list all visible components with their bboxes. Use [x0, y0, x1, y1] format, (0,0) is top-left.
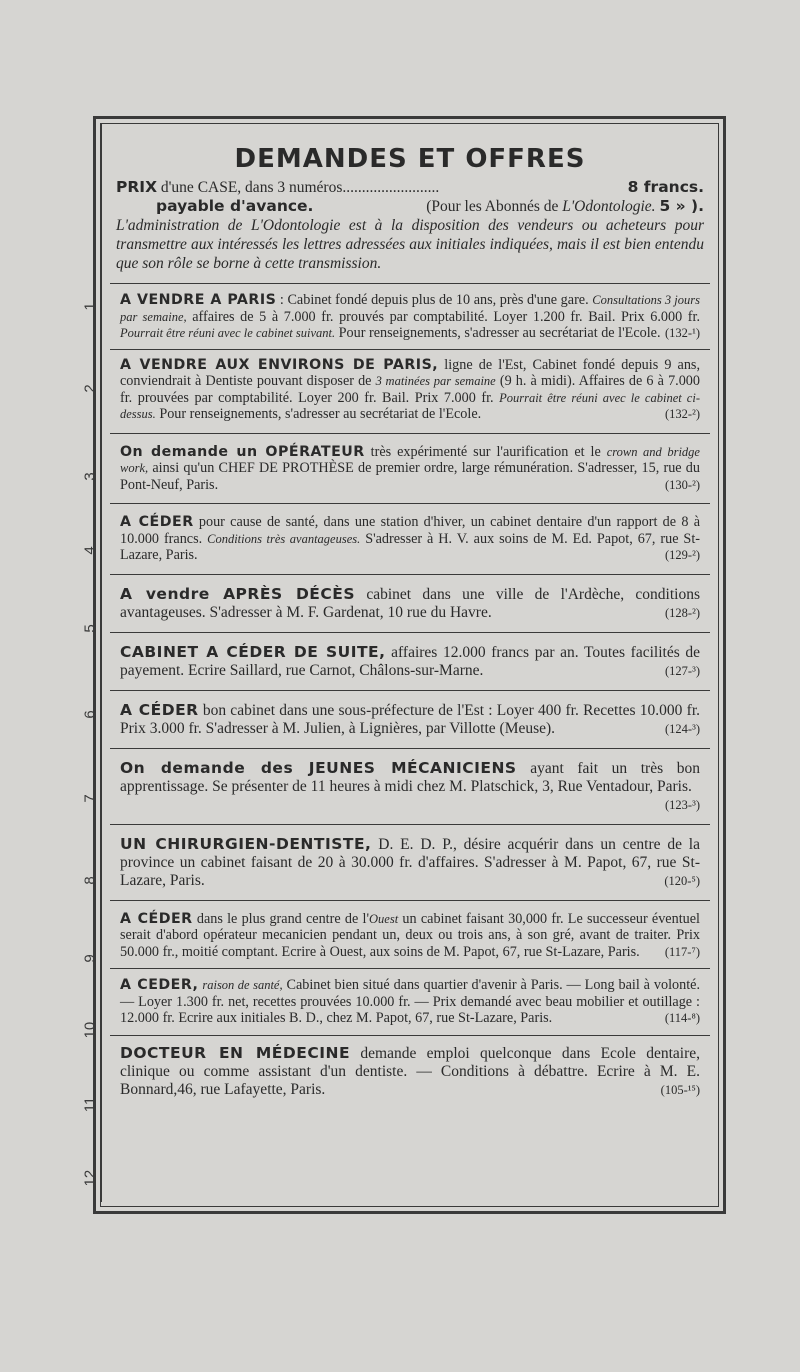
ad-reference: (128-²) [665, 605, 700, 620]
ad-text: Cabinet bien situé dans quartier d'avenir à Paris. — Long bail à volonté. — Loyer 1.300 fr. net, recettes prouvées 10.000 fr. — Prix demandé avec beau mobilier et outillage : 12.000 fr. Ecrire aux initiales B. D., chez M. Papot, 67, rue St-Lazare, Paris. [120, 977, 700, 1026]
ad-text: pour cause de santé, dans une station d'hiver, un cabinet dentaire d'un rapport de 8 à 10.000 francs. [120, 514, 700, 547]
divider [110, 283, 710, 284]
divider [110, 574, 710, 575]
ad-text: D. E. D. P., désire acquérir dans un centre de la province un cabinet faisant de 20 à 30.000 fr. d'affaires. S'adresser à M. Papot, 67, rue St-Lazare, Paris. [120, 835, 700, 889]
ad-headline: UN CHIRURGIEN-DENTISTE, [120, 834, 372, 853]
ad-reference: (129-²) [665, 548, 700, 562]
ad-headline: A VENDRE A PARIS [120, 292, 277, 308]
ad-text: Pourrait être réuni avec le cabinet ci-dessus. [120, 390, 700, 421]
ad-item [110, 357, 710, 423]
divider [110, 690, 710, 691]
ad-item [110, 701, 710, 738]
subscriber-row [116, 197, 704, 216]
ad-text: dans le plus grand centre de l' [192, 910, 370, 927]
administration-notice: L'administration de L'Odontologie est à la disposition des vendeurs ou acheteurs pour transmettre aux intéressés les lettres adressées aux initiales indiquées, mais il est bien entendu que son rôle se borne à cette transmission. [116, 217, 704, 272]
ad-text: (9 h. à midi). Affaires de 6 à 7.000 fr. prouvées par comptabilité. Loyer 200 fr. Bail. Prix 7.000 fr. [120, 373, 700, 406]
price-label: PRIX [116, 178, 158, 196]
ad-text: S'adresser à H. V. aux soins de M. Ed. Papot, 67, rue St-Lazare, Paris. [120, 530, 700, 563]
pricing-header [110, 178, 710, 273]
divider [110, 900, 710, 901]
ad-text: ainsi qu'un CHEF DE PROTHÈSE de premier ordre, large rémunération. S'adresser, 15, rue du Pont-Neuf, Paris. [120, 460, 700, 493]
ad-headline: On demande un OPÉRATEUR [120, 443, 365, 460]
price-text: d'une CASE, dans 3 numéros......................... [157, 179, 440, 196]
ad-reference: (114-⁸) [664, 1011, 700, 1025]
divider [110, 433, 710, 434]
price-row [116, 178, 704, 197]
line-number: 6 [81, 710, 99, 719]
ad-text: crown and bridge work, [120, 444, 700, 475]
line-number: 7 [81, 794, 99, 803]
ad-text: ligne de l'Est, Cabinet fondé depuis 9 ans, conviendrait à Dentiste pouvant disposer de [120, 356, 701, 389]
ad-text: Ouest [369, 911, 399, 926]
subscriber-value: 5 » ). [659, 197, 704, 215]
ad-reference: (120-⁵) [664, 873, 700, 888]
divider [110, 1035, 710, 1036]
ad-text: cabinet dans une ville de l'Ardèche, conditions avantageuses. S'adresser à M. F. Gardenat, 10 rue du Havre. [120, 585, 700, 621]
divider [110, 968, 710, 969]
ad-reference: (123-³) [665, 797, 700, 812]
ad-text: affaires de 5 à 7.000 fr. prouvés par comptabilité. Loyer 1.200 fr. Bail. Prix 6.000 fr. [186, 308, 701, 325]
ad-reference: (130-²) [665, 477, 700, 492]
line-number: 5 [81, 624, 99, 633]
ad-reference: (117-⁷) [664, 944, 700, 959]
ad-text: 3 matinées par semaine [375, 374, 496, 388]
subscriber-text: (Pour les Abonnés de [426, 198, 563, 215]
divider [110, 748, 710, 749]
ad-text: bon cabinet dans une sous-préfecture de l'Est : Loyer 400 fr. Recettes 10.000 fr. Prix 3.000 fr. S'adresser à M. Julien, à Lignières, par Villotte (Meuse). [120, 701, 701, 737]
ad-text: ayant fait un très bon apprentissage. Se présenter de 11 heures à midi chez M. Platschick, 3, Rue Ventadour, Paris. [120, 759, 700, 795]
line-number: 9 [81, 954, 99, 963]
ad-headline: A vendre APRÈS DÉCÈS [120, 584, 356, 603]
ad-text: Consultations 3 jours par semaine, [120, 293, 700, 324]
line-number: 3 [81, 472, 99, 481]
ad-text: affaires 12.000 francs par an. Toutes facilités de payement. Ecrire Saillard, rue Carnot, Châlons-sur-Marne. [120, 643, 700, 679]
line-number: 11 [81, 1096, 99, 1113]
ad-text: demande emploi quelconque dans Ecole dentaire, clinique ou comme assistant d'un dentiste. — Conditions à débattre. Ecrire à M. E. Bonnard,46, rue Lafayette, Paris. [120, 1044, 700, 1098]
ads-list [110, 292, 710, 1099]
price-value: 8 francs. [627, 178, 704, 196]
ad-item [110, 835, 710, 890]
ad-reference: (132-¹) [665, 326, 700, 340]
ad-item [110, 977, 710, 1027]
ad-headline: CABINET A CÉDER DE SUITE, [120, 642, 386, 661]
ad-text: très expérimenté sur l'aurification et le [364, 443, 607, 460]
ad-item [110, 585, 710, 622]
ad-reference: (105-¹⁵) [660, 1082, 700, 1097]
line-number: 12 [81, 1169, 99, 1187]
ad-headline: A VENDRE AUX ENVIRONS DE PARIS, [120, 356, 439, 373]
ad-text: Pour renseignements, s'adresser au secrétariat de l'Ecole. [155, 406, 482, 422]
ad-headline: On demande des JEUNES MÉCANICIENS [120, 758, 517, 777]
divider [110, 632, 710, 633]
ad-text: Pour renseignements, s'adresser au secrétariat de l'Ecole. [335, 325, 661, 341]
ad-item [110, 643, 710, 680]
line-number: 1 [81, 302, 99, 311]
ad-text: Conditions très avantageuses. [207, 531, 361, 546]
ad-reference: (132-²) [665, 407, 700, 421]
ad-item [110, 1044, 710, 1099]
ad-item [110, 292, 710, 342]
page-title: DEMANDES ET OFFRES [234, 144, 586, 174]
ad-item [110, 444, 710, 494]
ad-item [110, 759, 710, 814]
margin-rule [101, 124, 102, 1202]
advance-text: payable d'avance. [156, 197, 314, 215]
ad-text: un cabinet faisant 30,000 fr. Le successeur éventuel serait d'abord opérateur mecanicien pendant un, deux ou trois ans, à son gré, avant de traiter. Prix 50.000 fr., moitié comptant. Ecrire à Ouest, aux soins de M. Papot, 67, rue St-Lazare, Paris. [120, 910, 700, 960]
line-number: 10 [81, 1021, 99, 1039]
ad-item [110, 514, 710, 564]
ad-text: : Cabinet fondé depuis plus de 10 ans, près d'une gare. [276, 292, 593, 308]
line-number: 8 [81, 876, 99, 885]
ad-headline: DOCTEUR EN MÉDECINE [120, 1043, 351, 1062]
divider [110, 503, 710, 504]
ad-text: raison de santé, [202, 978, 283, 992]
ad-headline: A CÉDER [120, 700, 199, 719]
ad-text: Pourrait être réuni avec le cabinet suivant. [120, 326, 336, 340]
divider [110, 824, 710, 825]
line-number: 2 [81, 384, 99, 393]
line-number: 4 [81, 546, 99, 555]
divider [110, 349, 710, 350]
ad-reference: (127-³) [665, 663, 700, 678]
ad-headline: A CÉDER [120, 910, 193, 927]
ad-headline: A CEDER, [120, 977, 199, 993]
journal-name: L'Odontologie. [562, 198, 656, 215]
ad-reference: (124-³) [665, 721, 700, 736]
ad-item [110, 911, 710, 961]
ad-headline: A CÉDER [120, 514, 194, 530]
classifieds-page [110, 124, 710, 1099]
